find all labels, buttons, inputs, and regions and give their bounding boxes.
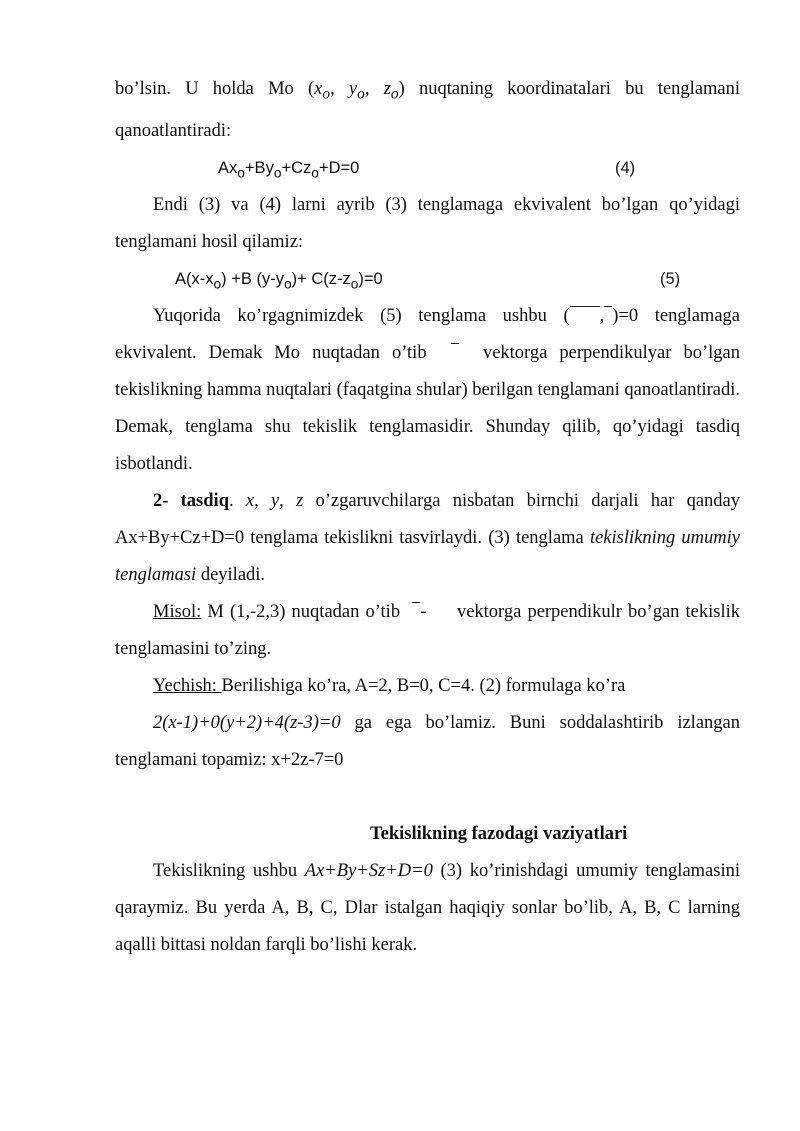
- text-run: ga ega bo’lamiz. Buni soddalashtirib izlangan tenglamani topamiz: x+2z-7=0: [115, 712, 740, 770]
- comma: ,: [254, 490, 271, 511]
- text-run: Tekislikning ushbu: [153, 860, 305, 881]
- subscript-o: o: [273, 164, 282, 180]
- paragraph-result: [115, 705, 740, 779]
- subscript-o: o: [237, 164, 245, 180]
- text-run: o’zgaruvchilarga nisbatan birnchi darjali har qanday Ax+By+Cz+D=0 tenglama tekislikni tasvirlaydi. (3) tenglama: [115, 490, 741, 548]
- equation-5-body: [175, 261, 383, 302]
- term: ) +B (y-y: [221, 269, 284, 288]
- comma: ,: [364, 79, 384, 99]
- text-run: M (1,-2,3) nuqtadan o’tib: [201, 601, 401, 622]
- italic-equation: Ax+By+Sz+D=0: [304, 860, 433, 881]
- comma: ,: [599, 305, 605, 326]
- paragraph-yuqorida: [115, 298, 740, 483]
- subscript-o: o: [357, 85, 365, 103]
- vector-bar: [451, 343, 459, 344]
- subscript-o: o: [213, 275, 222, 291]
- term: +By: [244, 158, 274, 177]
- term: )=0: [358, 269, 383, 288]
- italic-equation: 2(x-1)+0(y+2)+4(z-3)=0: [153, 712, 341, 733]
- document-page: [115, 71, 740, 964]
- var-y: y: [348, 79, 358, 99]
- subscript-o: o: [350, 275, 359, 291]
- spacer: [115, 779, 740, 816]
- paragraph-yechish: [115, 668, 740, 705]
- equation-4-number: (4): [615, 158, 636, 177]
- subscript-o: o: [322, 85, 331, 103]
- text-run: bo’lsin. U holda Mo (: [115, 79, 315, 99]
- term: +Cz: [281, 158, 312, 177]
- text-run: vektorga perpendikulr bo’gan tekislik tenglamasini to’zing.: [115, 601, 741, 659]
- text-run: (3) ko’rinishdagi umumiy tenglamasini qaraymiz. Bu yerda A, B, C, Dlar istalgan haqiqiy sonlar bo’lib, A, B, C larning aqalli bittasi noldan farqli bo’lishi kerak.: [115, 860, 740, 955]
- equation-4-body: [218, 150, 359, 191]
- var-x: x: [314, 79, 323, 99]
- var-z: z: [296, 490, 304, 511]
- term: +D=0: [318, 158, 360, 177]
- equation-4: [115, 150, 740, 187]
- text-run: vektorga perpendikulyar bo’lgan tekislikning hamma nuqtalari (faqatgina shular) berilgan tenglamani qanoatlantiradi. Demak, tenglama shu tekislik tenglamasidir. Shunday qilib, qo’yidagi tasdiq isbotlandi.: [115, 342, 741, 474]
- text-run: Yuqorida ko’rgagnimizdek (5) tenglama ushbu (: [153, 305, 570, 326]
- paragraph-tekislikning: [115, 853, 740, 964]
- var-z: z: [383, 79, 391, 99]
- dash: -: [420, 601, 427, 622]
- text-run: ) nuqtaning koordinatalari bu tenglamani qanoatlantiradi:: [115, 79, 741, 141]
- paragraph-intro: [115, 71, 740, 150]
- var-y: y: [270, 490, 280, 511]
- var-x: x: [245, 490, 255, 511]
- subscript-o: o: [390, 85, 399, 103]
- italic-term: tekislikning umumiy tenglamasi: [115, 527, 740, 585]
- subscript-o: o: [283, 275, 292, 291]
- tasdiq-label: 2- tasdiq: [153, 490, 229, 511]
- vector-bar: [570, 306, 600, 307]
- term: Ax: [218, 158, 238, 177]
- misol-label: Misol:: [153, 601, 202, 622]
- term: )+ C(z-z: [291, 269, 351, 288]
- comma: ,: [330, 79, 349, 99]
- equation-5-number: (5): [660, 269, 681, 288]
- text-run: deyiladi.: [196, 564, 266, 585]
- subscript-o: o: [311, 164, 319, 180]
- text-run: .: [228, 490, 246, 511]
- equation-5: [115, 261, 740, 298]
- term: A(x-x: [175, 269, 214, 288]
- section-heading: Tekislikning fazodagi vaziyatlari: [370, 823, 628, 844]
- paragraph-endi: Endi (3) va (4) larni ayrib (3) tenglamaga ekvivalent bo’lgan qo’yidagi tenglamani hosil qilamiz:: [115, 194, 740, 252]
- text-run: )=0 tenglamaga ekvivalent. Demak Mo nuqtadan o’tib: [115, 305, 740, 363]
- yechish-label: Yechish:: [153, 675, 222, 696]
- comma: ,: [279, 490, 297, 511]
- text-run: Berilishiga ko’ra, A=2, B=0, C=4. (2) formulaga ko’ra: [221, 675, 626, 696]
- paragraph-tasdiq: [115, 483, 740, 594]
- paragraph-misol: [115, 594, 740, 668]
